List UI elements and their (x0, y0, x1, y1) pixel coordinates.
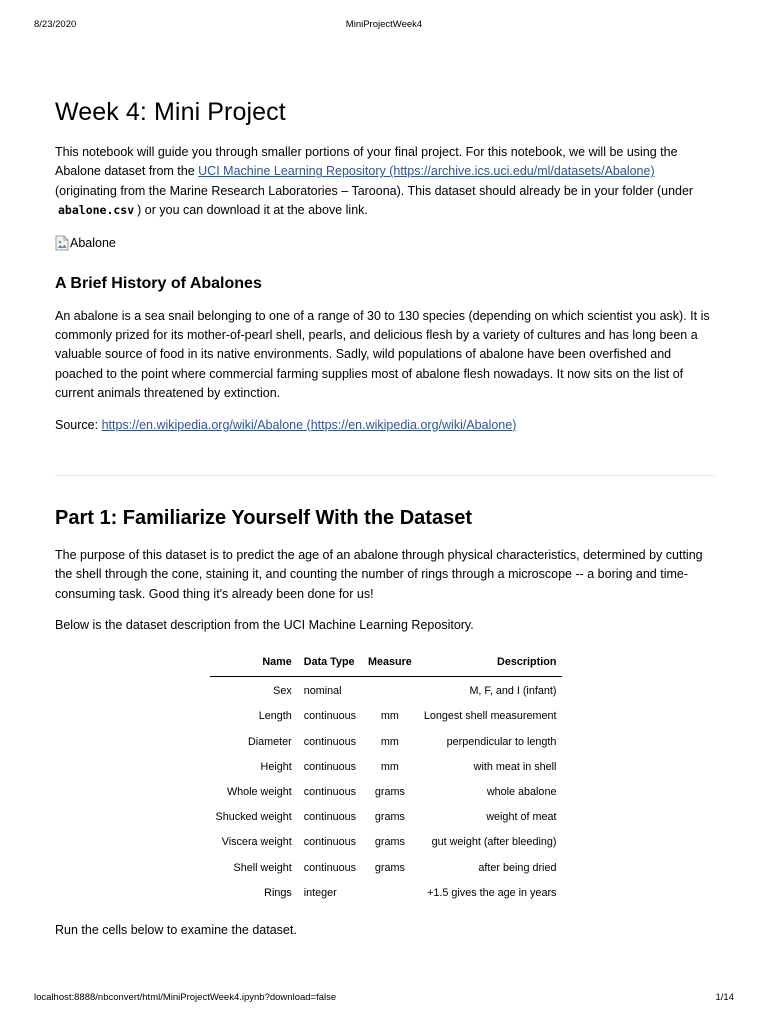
history-paragraph: An abalone is a sea snail belonging to one of a range of 30 to 130 species (depending on which scientist you ask). It is commonly prized for its mother-of-pearl shell, pearls, and delicious flesh by a variety of cultures and has long been a valuable source of food in its native environments. Sadly, wild populations of abalone have been overfished and poached to the point where commercial farming supplies most of abalone flesh nowadays. It now sits on the list of current animals threatened by extinction. (55, 308, 710, 401)
page-number: 1/14 (715, 992, 734, 1003)
column-header-measure: Measure (362, 650, 418, 677)
print-header (34, 19, 734, 33)
filename-code: abalone.csv (58, 203, 135, 218)
column-header-data-type: Data Type (298, 650, 362, 677)
part1-heading: Part 1: Familiarize Yourself With the Dataset (55, 507, 472, 530)
table-row: Rings integer +1.5 gives the age in years (264, 886, 557, 899)
intro-paragraph: This notebook will guide you through smaller portions of your final project. For this notebook, we will be using the Abalone dataset from the UCI Machine Learning Repository (https://archive.ics.uci.edu/ml/datasets/Abalone) (originating from the Marine Research Laboratories – Taroona). This dataset should already be in your folder (under abalone.csv ) or you can download it at the above link. (55, 145, 694, 218)
wikipedia-link[interactable]: https://en.wikipedia.org/wiki/Abalone (https://en.wikipedia.org/wiki/Abalone) (101, 417, 517, 432)
dataset-description-intro: Below is the dataset description from the UCI Machine Learning Repository. (55, 618, 474, 633)
notebook-content (55, 95, 715, 953)
broken-image-icon (55, 235, 69, 251)
page-title: Week 4: Mini Project (55, 98, 286, 126)
table-row: Sex nominal M, F, and I (infant) (273, 685, 557, 698)
abalone-image (55, 233, 715, 253)
table-row: Diameter continuous mm perpendicular to length (247, 735, 557, 748)
column-header-name: Name (210, 650, 298, 677)
uci-repository-link[interactable]: UCI Machine Learning Repository (https://archive.ics.uci.edu/ml/datasets/Abalone) (198, 164, 655, 179)
table-row: Height continuous mm with meat in shell (260, 760, 557, 773)
print-date: 8/23/2020 (34, 19, 77, 30)
table-header-row (210, 650, 563, 677)
image-alt-text: Abalone (70, 235, 116, 250)
table-row: Viscera weight continuous grams gut weight (after bleeding) (221, 836, 557, 849)
column-header-description: Description (418, 650, 563, 677)
part1-paragraph: The purpose of this dataset is to predict the age of an abalone through physical characteristics, determined by cutting the shell through the cone, staining it, and counting the number of rings through a microscope -- a boring and time-consuming task. Good thing it's already been done for us! (55, 548, 703, 601)
section-divider (55, 475, 715, 476)
dataset-description-table (210, 650, 563, 906)
run-cells-instruction: Run the cells below to examine the dataset. (55, 923, 297, 938)
table-row: Shell weight continuous grams after being dried (233, 861, 557, 874)
print-url: localhost:8888/nbconvert/html/MiniProjectWeek4.ipynb?download=false (34, 992, 337, 1003)
table-row: Shucked weight continuous grams weight of meat (215, 811, 557, 824)
table-row: Length continuous mm Longest shell measurement (258, 710, 557, 723)
source-line: Source: https://en.wikipedia.org/wiki/Abalone (https://en.wikipedia.org/wiki/Abalone) (55, 417, 517, 432)
history-heading: A Brief History of Abalones (55, 274, 262, 292)
table-row: Whole weight continuous grams whole abalone (226, 786, 557, 799)
print-footer (34, 992, 734, 1006)
print-title: MiniProjectWeek4 (345, 19, 423, 30)
